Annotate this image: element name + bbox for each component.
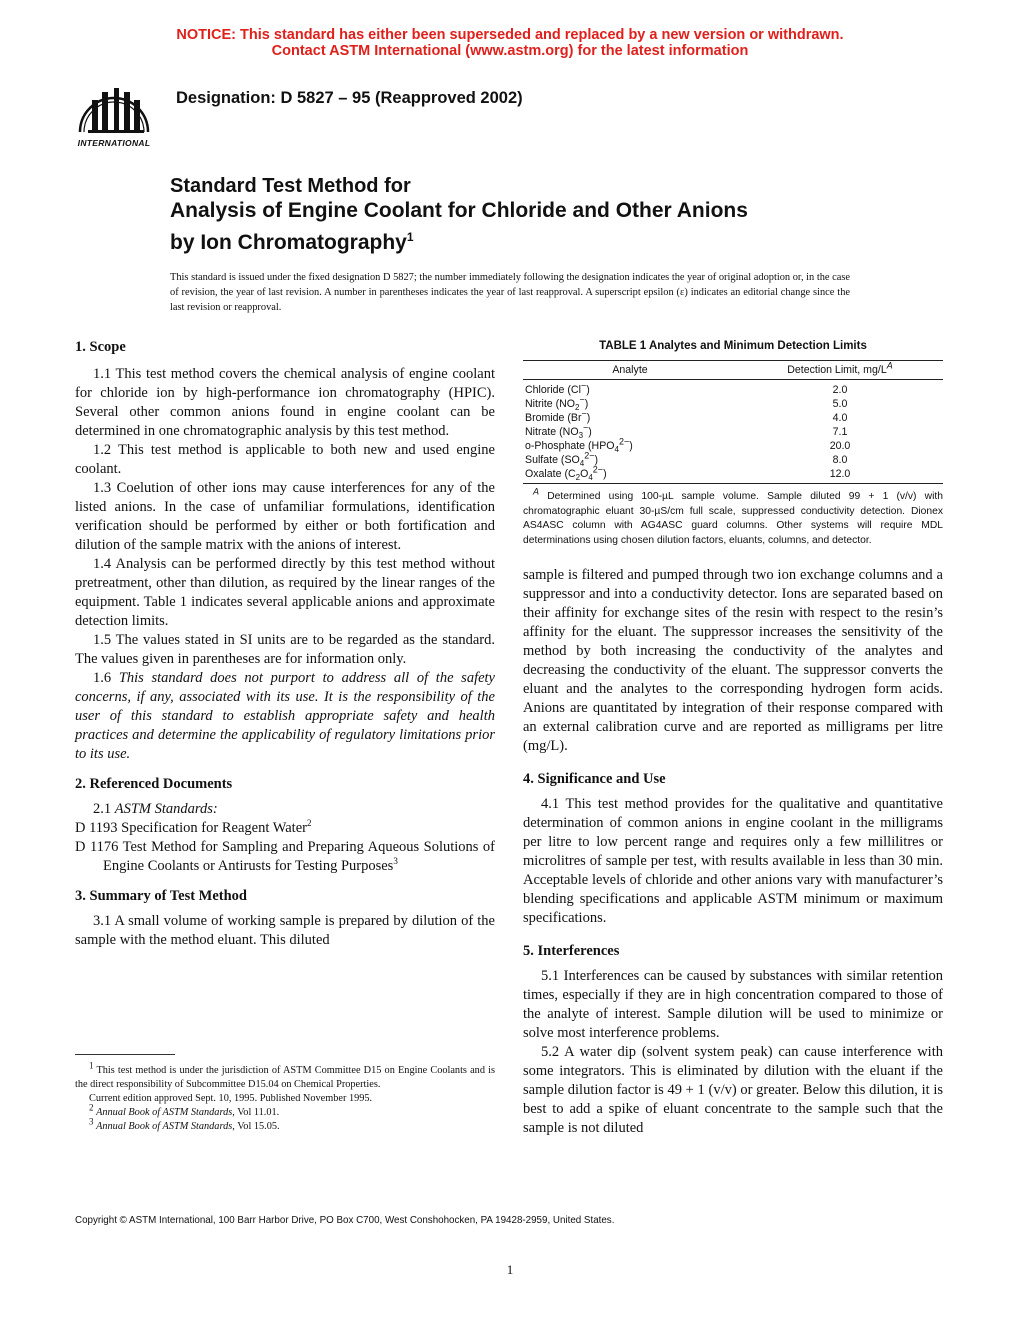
table1-note: $^A$ Determined using 100-µL sample volume. Sample diluted 99 + 1 (v/v) with chromatographic eluant 30-µS/cm full scale, suppressed conductivity detection. Dionex AS4ASC column with AG4ASC guard columns. Other systems will require MDL determinations using chosen dilution factors, eluants, columns, and detector. xyxy=(523,486,943,546)
copyright: Copyright © ASTM International, 100 Barr Harbor Drive, PO Box C700, West Conshohocken, PA 19428-2959, United States. xyxy=(75,1215,615,1226)
intro-paragraph: This standard is issued under the fixed designation D 5827; the number immediately following the designation indicates the year of original adoption or, in the case of revision, the year of last revision. A number in parentheses indicates the year of last reapproval. A superscript epsilon (ε) indicates an editorial change since the last revision or reapproval. xyxy=(170,272,851,313)
table1-analyte-cell: Oxalate $(C_2O_4^{2-})$ xyxy=(523,467,737,484)
right-column xyxy=(523,566,943,1138)
scope-1-1: 1.1 This test method covers the chemical analysis of engine coolant for chloride ion by high-performance ion chromatography (HPIC). Several other common anions found in engine coolant can be determined in one chromatographic analysis by this test method. xyxy=(75,366,495,439)
notice-line-2: Contact ASTM International (www.astm.org) for the latest information xyxy=(271,43,749,59)
footnote-1: $^1$ This test method is under the jurisdiction of ASTM Committee D15 on Engine Coolants and is the direct responsibility of Subcommittee D15.04 on Chemical Properties. xyxy=(75,1060,495,1090)
table1-analyte-cell: Sulfate $(SO_4^{2-})$ xyxy=(525,450,599,469)
summary-heading: 3. Summary of Test Method xyxy=(75,888,247,904)
table1-limit-cell: 7.1 xyxy=(832,426,848,438)
page-number: 1 xyxy=(506,1262,514,1277)
table1-header-row xyxy=(523,361,943,380)
refdocs-heading: 2. Referenced Documents xyxy=(75,776,233,792)
scope-1-2: 1.2 This test method is applicable to both new and used engine coolant. xyxy=(75,442,495,477)
table1-limit-cell: 8.0 xyxy=(832,454,848,466)
table1-col-analyte: Analyte xyxy=(523,361,737,380)
title-line-2: Analysis of Engine Coolant for Chloride and Other Anions xyxy=(170,199,748,222)
ref-d1176: D 1176 Test Method for Sampling and Preparing Aqueous Solutions of Engine Coolants or Antirusts for Testing Purposes$^3$ xyxy=(75,839,495,874)
table1-limit-cell: 2.0 xyxy=(832,384,848,396)
footnote-rule xyxy=(75,1054,175,1055)
significance-heading: 4. Significance and Use xyxy=(523,771,666,787)
logo-caption: INTERNATIONAL xyxy=(77,138,151,148)
table1-row xyxy=(523,425,943,439)
summary-3-1: 3.1 A small volume of working sample is prepared by dilution of the sample with the method eluant. This diluted xyxy=(75,913,495,948)
summary-continued: sample is filtered and pumped through two ion exchange columns and a suppressor and into a conductivity detector. Ions are separated based on their affinity for exchange sites of the resin with respect to the resin’s affinity for the eluant. The suppressor increases the sensitivity of the method by both increasing the conductivity of the analytes and decreasing the conductivity of the eluant. The suppressor converts the eluant and the analytes to the corresponding hydrogen form acids. Anions are quantitated by integration of their response compared with an external calibration curve and are reported as milligrams per litre (mg/L). xyxy=(523,567,943,754)
table1-row xyxy=(523,453,943,467)
footnotes xyxy=(75,1060,495,1134)
refdocs-2-1: 2.1 ASTM Standards: xyxy=(93,801,218,817)
title-footnote-mark[interactable]: 1 xyxy=(406,230,414,244)
scope-1-5: 1.5 The values stated in SI units are to be regarded as the standard. The values given in parentheses are for information only. xyxy=(75,632,495,667)
significance-4-1: 4.1 This test method provides for the qualitative and quantitative determination of common anions in engine coolant in the milligrams per litre to low percent range and requires only a few millilitres or microlitres of sample per test, with results available in less than 30 min. Acceptable levels of chloride and other anions vary with manufacturer’s blending specifications and applicable ASTM minimum or maximum specifications. xyxy=(523,796,943,926)
table1-row xyxy=(523,380,943,398)
interferences-heading: 5. Interferences xyxy=(523,943,620,959)
footnote-1b: Current edition approved Sept. 10, 1995. Published November 1995. xyxy=(89,1093,373,1104)
ref-d1193: D 1193 Specification for Reagent Water$^2$ xyxy=(75,818,312,836)
table1-caption: TABLE 1 Analytes and Minimum Detection Limits xyxy=(599,340,867,352)
scope-1-3: 1.3 Coelution of other ions may cause interferences for any of the listed anions. In the case of unfamiliar formulations, identification verification should be performed by either or both fortification and dilution of the sample matrix with the anions of interest. xyxy=(75,480,495,553)
footnote-2: $^2$ Annual Book of ASTM Standards, Vol 11.01. xyxy=(89,1102,280,1118)
interferences-5-2: 5.2 A water dip (solvent system peak) can cause interference with some integrators. This is eliminated by dilution with the eluant if the sample dilution factor is 49 + 1 (v/v) or greater. Below this dilution, it is best to add a spike of eluant concentrate to the sample such that the sample is not diluted xyxy=(523,1044,943,1136)
table1-limit-cell: 20.0 xyxy=(829,440,851,452)
table1 xyxy=(523,360,943,484)
title-line-1: Standard Test Method for xyxy=(170,175,411,197)
footnote-3: $^3$ Annual Book of ASTM Standards, Vol 15.05. xyxy=(89,1116,280,1132)
table1-limit-cell: 12.0 xyxy=(737,467,943,484)
left-column xyxy=(75,338,495,950)
table1-limit-cell: 5.0 xyxy=(832,398,848,410)
table1-analyte-cell: o-Phosphate $(HPO_4^{2-})$ xyxy=(525,436,633,455)
astm-logo xyxy=(68,74,160,158)
table1-limit-cell: 4.0 xyxy=(832,412,848,424)
table1-col-limit: Detection Limit, $mg/L^A$ xyxy=(737,361,943,380)
table1-row xyxy=(523,467,943,484)
designation: Designation: D 5827 – 95 (Reapproved 2002) xyxy=(176,89,523,107)
scope-1-4: 1.4 Analysis can be performed directly by this test method without pretreatment, other than dilution, as required by the linear ranges of the equipment. Table 1 indicates several applicable anions and approximate detection limits. xyxy=(75,556,495,629)
table1-analyte-cell: Nitrate $(NO_3^-)$ xyxy=(525,422,592,441)
notice-line-1: NOTICE: This standard has either been superseded and replaced by a new version or withdrawn. xyxy=(176,27,844,43)
title-line-3: by Ion Chromatography$^1$ xyxy=(170,230,414,254)
table1-analyte-cell: Nitrite $(NO_2^-)$ xyxy=(525,394,589,413)
interferences-5-1: 5.1 Interferences can be caused by substances with similar retention times, especially if they are in high concentration compared to those of the analyte of interest. Sample dilution will be used to minimize or solve most interference problems. xyxy=(523,968,943,1041)
scope-1-6: 1.6 This standard does not purport to address all of the safety concerns, if any, associated with its use. It is the responsibility of the user of this standard to establish appropriate safety and health practices and determine the applicability of regulatory limitations prior to its use. xyxy=(75,670,495,762)
table1-analyte-cell: Chloride (Cl−) xyxy=(525,380,590,396)
title-main xyxy=(170,198,870,256)
table1-analyte-cell: Bromide (Br−) xyxy=(525,408,591,424)
scope-heading: 1. Scope xyxy=(75,339,126,355)
